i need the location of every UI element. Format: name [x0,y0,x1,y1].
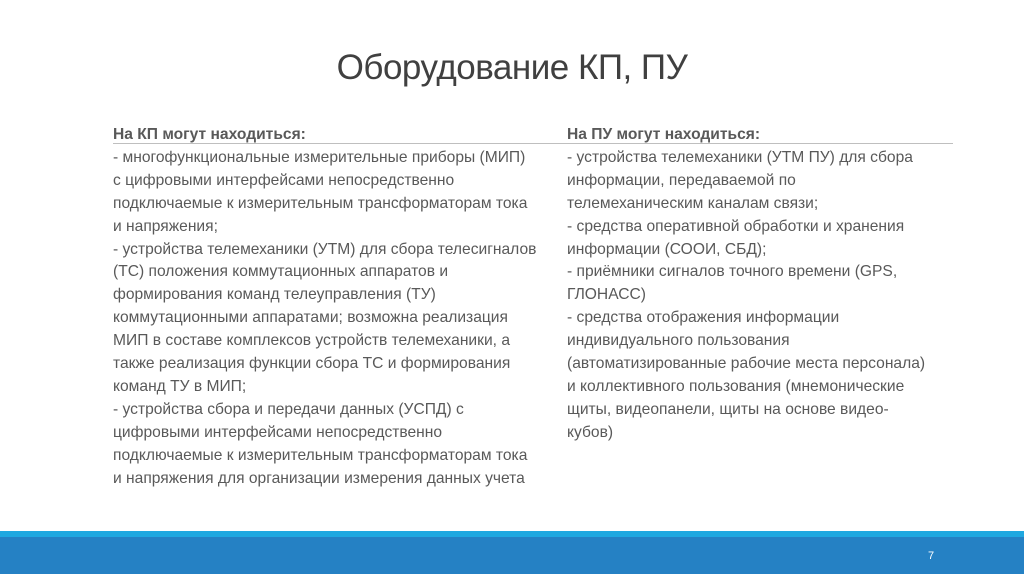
text-line: также реализация функции сбора ТС и формирования [113,355,511,373]
text-line: формирования команд телеуправления (ТУ) [113,286,436,304]
text-line: информации (СООИ, СБД); [567,240,767,258]
text-line: ГЛОНАСС) [567,286,646,304]
text-line: и коллективного пользования (мнемонические [567,377,905,395]
kp-column [113,124,537,491]
text-line: МИП в составе комплексов устройств телемеханики, а [113,332,511,350]
pu-column [567,124,977,445]
text-line: - многофункциональные измерительные приборы (МИП) [113,148,526,166]
text-line: индивидуального пользования [567,332,790,350]
text-line: - приёмники сигналов точного времени (GPS, [567,263,898,281]
page-number: 7 [928,550,935,562]
text-line: - средства отображения информации [567,309,840,327]
text-line: (ТС) положения коммутационных аппаратов и [113,263,449,281]
kp-header: На КП могут находиться: [113,126,306,143]
text-line: коммутационными аппаратами; возможна реализация [113,309,508,327]
text-line: команд ТУ в МИП; [113,377,247,395]
text-line: - устройства телемеханики (УТМ) для сбора телесигналов [113,240,537,258]
text-line: и напряжения для организации измерения данных учета [113,469,525,487]
text-line: кубов) [567,423,614,441]
footer-bar [0,537,1024,574]
text-line: - устройства телемеханики (УТМ ПУ) для сбора [567,148,913,166]
text-line: - устройства сбора и передачи данных (УСПД) с [113,400,464,418]
pu-list [567,147,977,445]
text-line: щиты, видеопанели, щиты на основе видео- [567,400,889,418]
text-line: подключаемые к измерительным трансформаторам тока [113,446,528,464]
text-line: (автоматизированные рабочие места персонала) [567,355,926,373]
kp-list [113,147,537,491]
text-line: цифровыми интерфейсами непосредственно [113,423,443,441]
text-line: телемеханическим каналам связи; [567,194,819,212]
slide-title: Оборудование КП, ПУ [336,48,688,87]
text-line: с цифровыми интерфейсами непосредственно [113,171,455,189]
text-line: - средства оперативной обработки и хранения [567,217,905,235]
pu-header: На ПУ могут находиться: [567,126,761,143]
text-line: информации, передаваемой по [567,171,796,189]
text-line: подключаемые к измерительным трансформаторам тока [113,194,528,212]
text-line: и напряжения; [113,217,218,235]
